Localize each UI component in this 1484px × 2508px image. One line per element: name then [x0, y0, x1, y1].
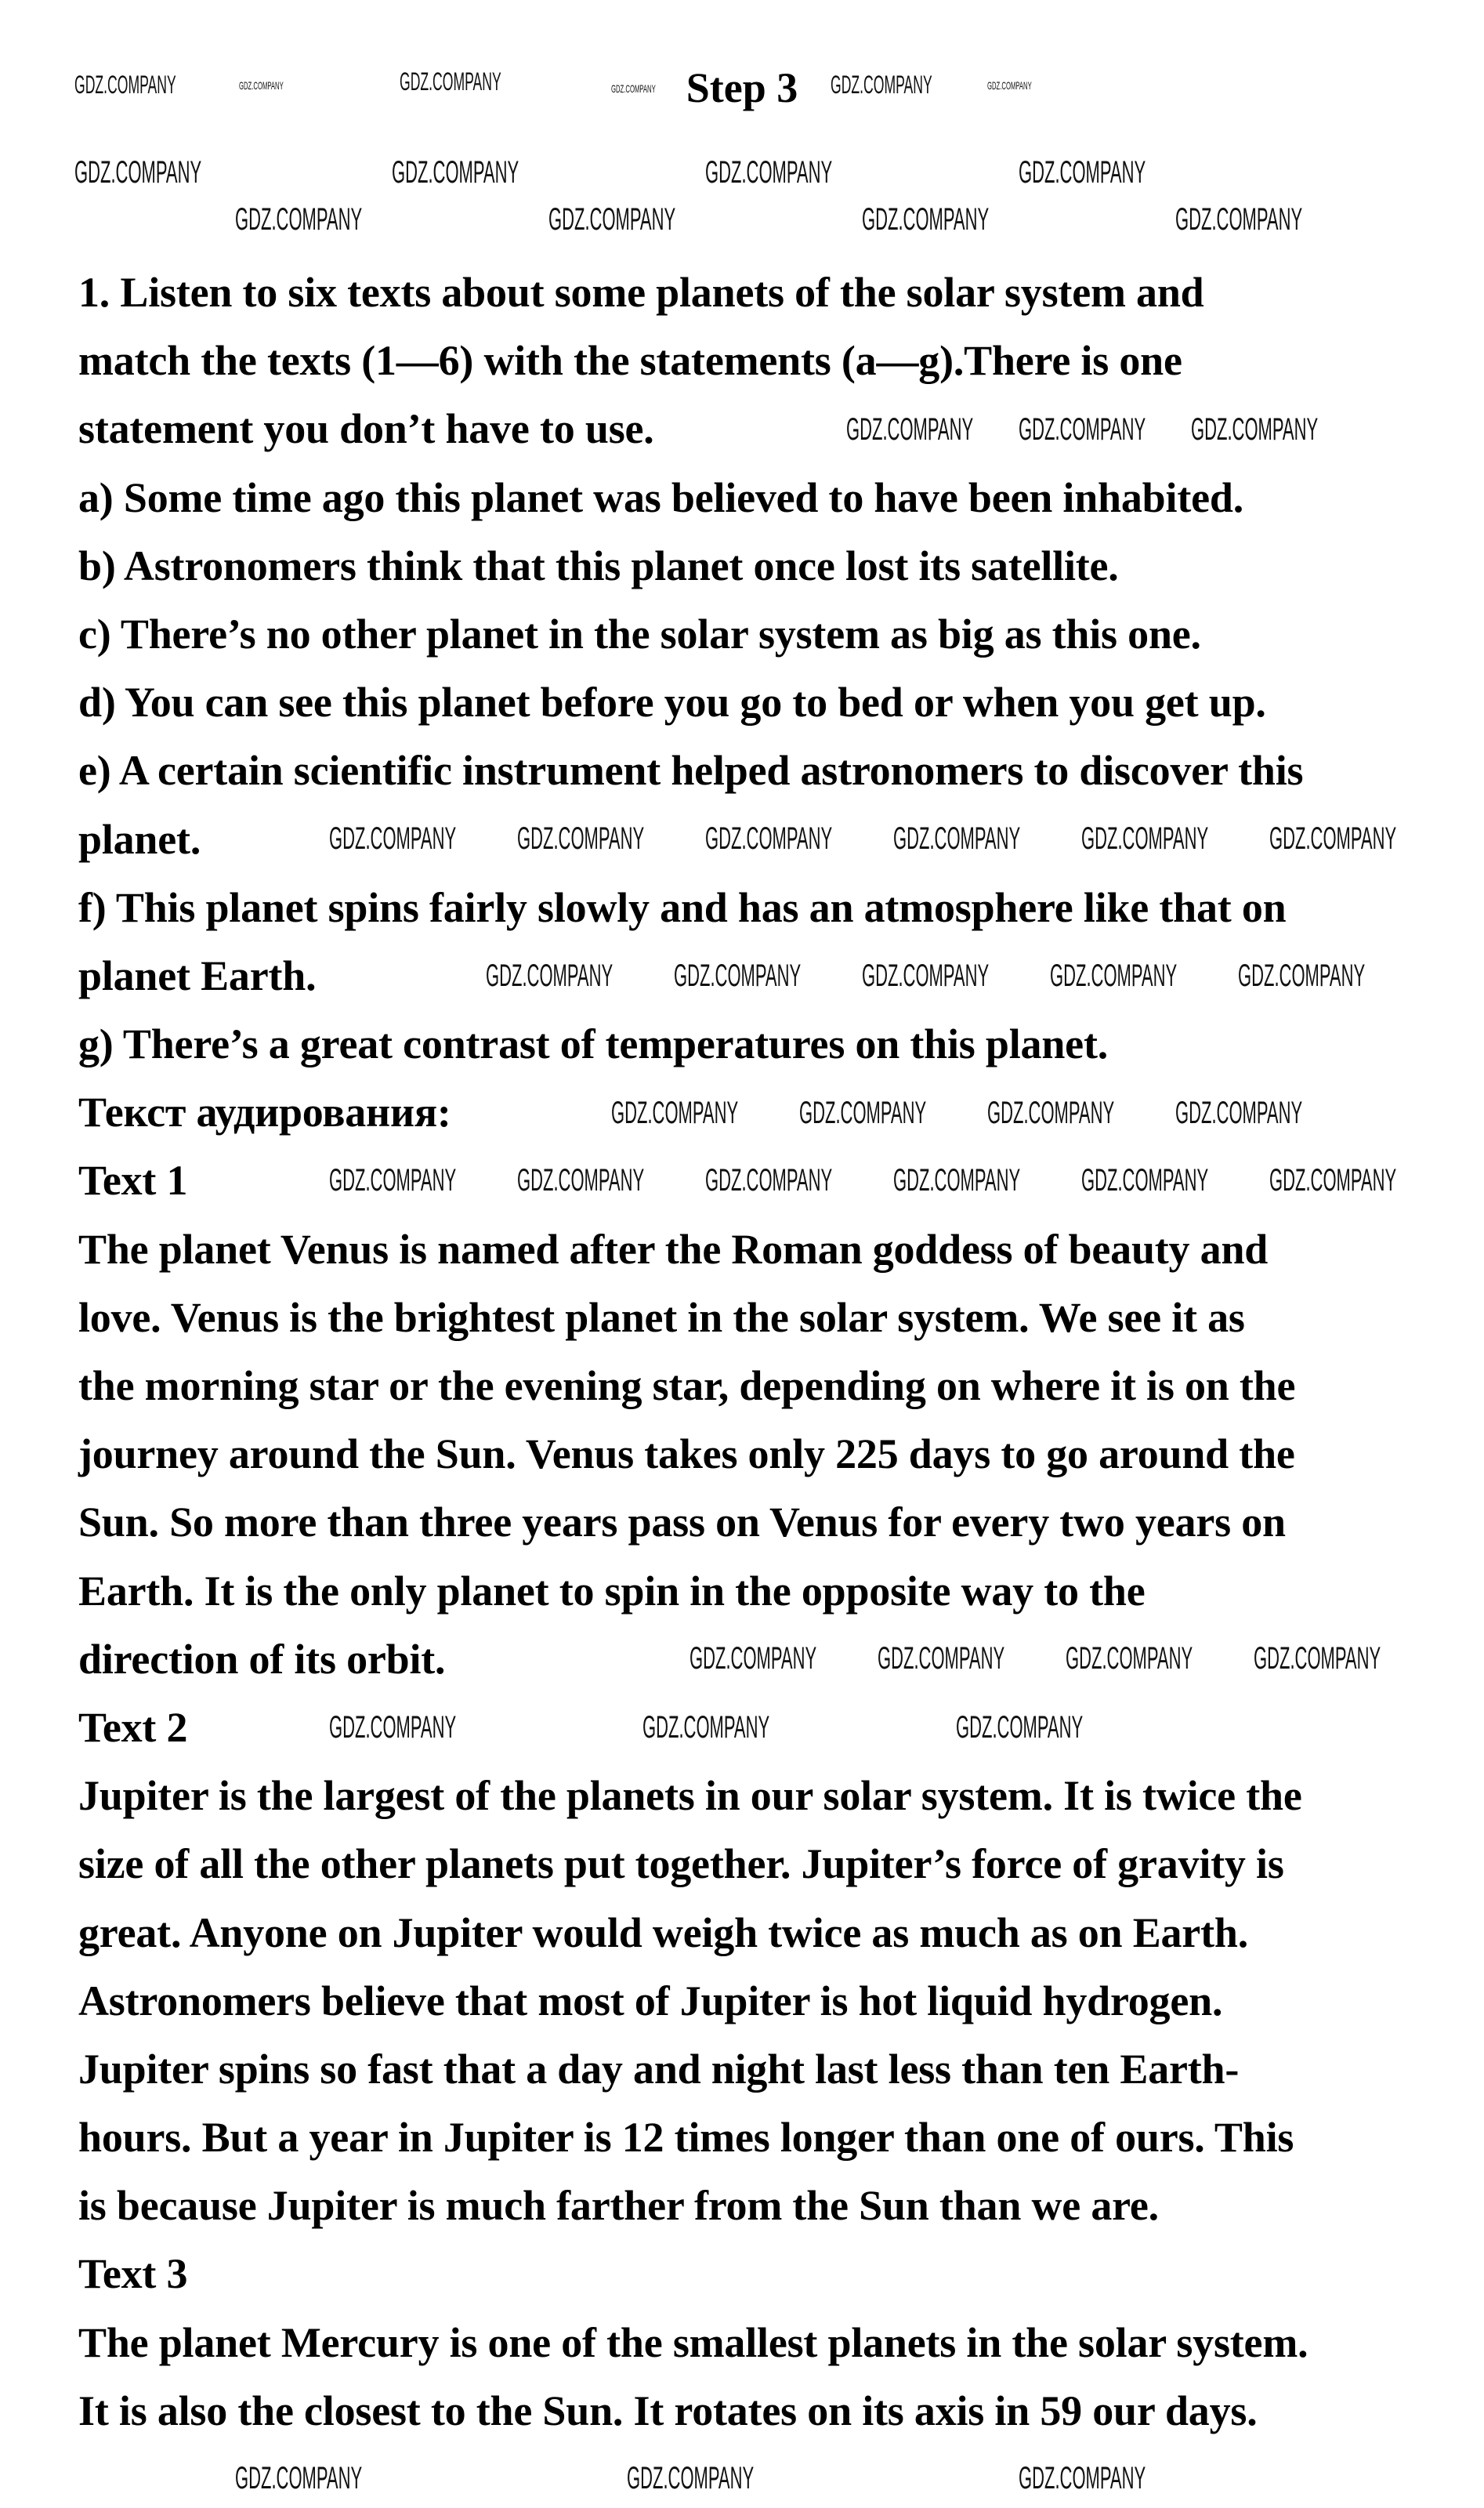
text-1-line: the morning star or the evening star, depending on where it is on the: [78, 1362, 1296, 1409]
text-1-line: Earth. It is the only planet to spin in the opposite way to the: [78, 1567, 1146, 1615]
watermark: GDZ.COMPANY: [329, 1163, 457, 1198]
statement-g: g) There’s a great contrast of temperatures on this planet.: [78, 1020, 1109, 1068]
watermark: GDZ.COMPANY: [517, 1163, 645, 1198]
text-1-heading: Text 1: [78, 1157, 188, 1205]
watermark: GDZ.COMPANY: [862, 202, 990, 237]
watermark: GDZ.COMPANY: [235, 2461, 363, 2495]
watermark: GDZ.COMPANY: [486, 959, 614, 993]
watermark: GDZ.COMPANY: [1019, 2461, 1146, 2495]
statement-e-cont: planet.: [78, 815, 201, 863]
text-3-heading: Text 3: [78, 2250, 188, 2298]
statement-e: e) A certain scientific instrument helped astronomers to discover this: [78, 747, 1304, 795]
watermark: GDZ.COMPANY: [705, 1163, 833, 1198]
statement-c: c) There’s no other planet in the solar system as big as this one.: [78, 610, 1201, 658]
text-2-line: size of all the other planets put together. Jupiter’s force of gravity is: [78, 1840, 1284, 1888]
watermark: GDZ.COMPANY: [400, 67, 501, 96]
text-2-line: hours. But a year in Jupiter is 12 times longer than one of ours. This: [78, 2114, 1294, 2162]
statement-b: b) Astronomers think that this planet once lost its satellite.: [78, 542, 1119, 589]
watermark: GDZ.COMPANY: [1238, 959, 1366, 993]
task-line: 1. Listen to six texts about some planets of the solar system and: [78, 269, 1204, 316]
watermark: GDZ.COMPANY: [74, 71, 176, 99]
watermark: GDZ.COMPANY: [705, 821, 833, 856]
watermark: GDZ.COMPANY: [862, 959, 990, 993]
watermark: GDZ.COMPANY: [831, 71, 932, 99]
watermark: GDZ.COMPANY: [705, 155, 833, 190]
watermark: GDZ.COMPANY: [329, 1710, 457, 1745]
text-2-line: Jupiter is the largest of the planets in our solar system. It is twice the: [78, 1772, 1302, 1820]
text-2-line: is because Jupiter is much farther from the Sun than we are.: [78, 2182, 1159, 2230]
task-line: match the texts (1—6) with the statements (a—g).There is one: [78, 337, 1182, 385]
text-3-line: It is also the closest to the Sun. It rotates on its axis in 59 our days.: [78, 2387, 1258, 2434]
watermark: GDZ.COMPANY: [1175, 202, 1303, 237]
watermark: GDZ.COMPANY: [1191, 412, 1319, 447]
watermark: GDZ.COMPANY: [1066, 1641, 1193, 1676]
statement-a: a) Some time ago this planet was believed to have been inhabited.: [78, 473, 1244, 521]
watermark: GDZ.COMPANY: [878, 1641, 1005, 1676]
watermark: GDZ.COMPANY: [627, 2461, 755, 2495]
text-1-line: direction of its orbit.: [78, 1635, 446, 1683]
statement-d: d) You can see this planet before you go to bed or when you get up.: [78, 679, 1266, 727]
text-1-line: The planet Venus is named after the Roman goddess of beauty and: [78, 1225, 1269, 1273]
text-1-line: love. Venus is the brightest planet in the solar system. We see it as: [78, 1293, 1245, 1341]
watermark: GDZ.COMPANY: [1269, 821, 1397, 856]
watermark: GDZ.COMPANY: [1175, 1096, 1303, 1130]
watermark: GDZ.COMPANY: [1269, 1163, 1397, 1198]
watermark: GDZ.COMPANY: [799, 1096, 927, 1130]
watermark: GDZ.COMPANY: [987, 1096, 1115, 1130]
watermark: GDZ.COMPANY: [1019, 412, 1146, 447]
text-2-line: Jupiter spins so fast that a day and night last less than ten Earth-: [78, 2045, 1240, 2093]
watermark: GDZ.COMPANY: [1050, 959, 1178, 993]
watermark: GDZ.COMPANY: [74, 155, 202, 190]
watermark: GDZ.COMPANY: [1254, 1641, 1381, 1676]
watermark: GDZ.COMPANY: [329, 821, 457, 856]
watermark: GDZ.COMPANY: [893, 821, 1021, 856]
watermark: GDZ.COMPANY: [690, 1641, 817, 1676]
watermark: GDZ.COMPANY: [1019, 155, 1146, 190]
transcript-heading: Текст аудирования:: [78, 1089, 451, 1136]
task-line: statement you don’t have to use.: [78, 405, 654, 453]
text-2-line: Astronomers believe that most of Jupiter is hot liquid hydrogen.: [78, 1977, 1223, 2024]
watermark: GDZ.COMPANY: [517, 821, 645, 856]
watermark: GDZ.COMPANY: [987, 79, 1032, 92]
statement-f-cont: planet Earth.: [78, 951, 317, 999]
text-2-heading: Text 2: [78, 1703, 188, 1751]
text-3-line: The planet Mercury is one of the smallest planets in the solar system.: [78, 2318, 1308, 2366]
watermark: GDZ.COMPANY: [893, 1163, 1021, 1198]
watermark: GDZ.COMPANY: [642, 1710, 770, 1745]
watermark: GDZ.COMPANY: [611, 1096, 739, 1130]
watermark: GDZ.COMPANY: [235, 202, 363, 237]
watermark: GDZ.COMPANY: [239, 79, 284, 92]
watermark: GDZ.COMPANY: [1081, 1163, 1209, 1198]
statement-f: f) This planet spins fairly slowly and has an atmosphere like that on: [78, 883, 1287, 931]
text-1-line: journey around the Sun. Venus takes only 225 days to go around the: [78, 1430, 1295, 1478]
text-1-line: Sun. So more than three years pass on Venus for every two years on: [78, 1499, 1286, 1546]
watermark: GDZ.COMPANY: [548, 202, 676, 237]
watermark: GDZ.COMPANY: [611, 82, 656, 95]
document-body: [78, 259, 1473, 2445]
watermark: GDZ.COMPANY: [1081, 821, 1209, 856]
watermark: GDZ.COMPANY: [392, 155, 519, 190]
watermark: GDZ.COMPANY: [674, 959, 802, 993]
watermark: GDZ.COMPANY: [956, 1710, 1084, 1745]
watermark: GDZ.COMPANY: [846, 412, 974, 447]
page-title: Step 3: [686, 64, 798, 111]
text-2-line: great. Anyone on Jupiter would weigh twice as much as on Earth.: [78, 1908, 1248, 1956]
